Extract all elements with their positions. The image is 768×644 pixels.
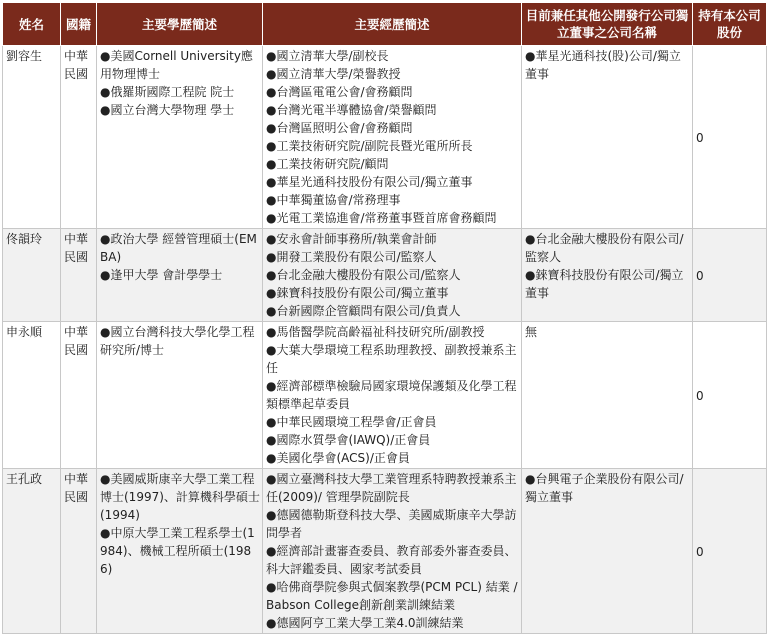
experience-item: ●大葉大學環境工程系助理教授、副教授兼系主任 (266, 343, 517, 375)
experience-item: ●德國德勒斯登科技大學、美國威斯康辛大學訪問學者 (266, 508, 517, 540)
experience-item: ●台新國際企管顧問有限公司/負責人 (266, 304, 461, 318)
education-item: ●國立台灣大學物理 學士 (100, 103, 235, 117)
experience-item: ●台灣光電半導體協會/榮譽顧問 (266, 103, 437, 117)
experience-item: ●開發工業股份有限公司/監察人 (266, 250, 437, 264)
header-nationality: 國籍 (61, 3, 97, 46)
cell-shares: 0 (693, 46, 767, 229)
experience-item: ●工業技術研究院/副院長暨光電所所長 (266, 139, 473, 153)
experience-item: ●經濟部標準檢驗局國家環境保護類及化學工程類標準起草委員 (266, 379, 517, 411)
concurrent-item: 無 (525, 325, 538, 339)
experience-item: ●國際水質學會(IAWQ)/正會員 (266, 433, 431, 447)
education-item: ●逢甲大學 會計學學士 (100, 268, 223, 282)
education-item: ●國立台灣科技大學化學工程研究所/博士 (100, 325, 255, 357)
cell-experience (263, 46, 522, 229)
header-concurrent: 目前兼任其他公開發行公司獨立董事之公司名稱 (522, 3, 693, 46)
experience-item: ●台灣區電電公會/會務顧問 (266, 85, 413, 99)
experience-item: ●經濟部計畫審查委員、教育部委外審查委員、科大評鑑委員、國家考試委員 (266, 544, 517, 576)
concurrent-item: ●台興電子企業股份有限公司/獨立董事 (525, 472, 684, 504)
education-item: ●政治大學 經營管理碩士(EMBA) (100, 232, 257, 264)
experience-item: ●安永會計師事務所/執業會計師 (266, 232, 437, 246)
cell-education (97, 469, 263, 634)
cell-experience (263, 469, 522, 634)
cell-nationality: 中華民國 (61, 469, 97, 634)
experience-item: ●馬偕醫學院高齡福祉科技研究所/副教授 (266, 325, 485, 339)
experience-item: ●錸寶科技股份有限公司/獨立董事 (266, 286, 449, 300)
cell-nationality: 中華民國 (61, 229, 97, 322)
cell-name: 申永順 (3, 322, 61, 469)
experience-item: ●華星光通科技股份有限公司/獨立董事 (266, 175, 473, 189)
header-education: 主要學歷簡述 (97, 3, 263, 46)
table-row (3, 469, 767, 634)
concurrent-item: ●華星光通科技(股)公司/獨立董事 (525, 49, 681, 81)
director-table (2, 2, 767, 634)
header-name: 姓名 (3, 3, 61, 46)
concurrent-item: ●錸寶科技股份有限公司/獨立董事 (525, 268, 684, 300)
table-row (3, 322, 767, 469)
concurrent-item: ●台北金融大樓股份有限公司/監察人 (525, 232, 684, 264)
cell-name: 佟韻玲 (3, 229, 61, 322)
education-item: ●俄羅斯國際工程院 院士 (100, 85, 235, 99)
cell-concurrent (522, 229, 693, 322)
cell-concurrent (522, 46, 693, 229)
cell-experience (263, 322, 522, 469)
experience-item: ●中華民國環境工程學會/正會員 (266, 415, 437, 429)
education-item: ●中原大學工業工程系學士(1984)、機械工程所碩士(1986) (100, 526, 255, 576)
experience-item: ●台北金融大樓股份有限公司/監察人 (266, 268, 461, 282)
cell-concurrent (522, 469, 693, 634)
table-row (3, 46, 767, 229)
cell-education (97, 229, 263, 322)
education-item: ●美國威斯康辛大學工業工程博士(1997)、計算機科學碩士(1994) (100, 472, 260, 522)
experience-item: ●國立清華大學/榮譽教授 (266, 67, 401, 81)
table-row (3, 229, 767, 322)
header-row (3, 3, 767, 46)
cell-name: 王孔政 (3, 469, 61, 634)
experience-item: ●光電工業協進會/常務董事暨首席會務顧問 (266, 211, 497, 225)
cell-name: 劉容生 (3, 46, 61, 229)
header-experience: 主要經歷簡述 (263, 3, 522, 46)
cell-shares: 0 (693, 229, 767, 322)
cell-education (97, 322, 263, 469)
cell-education (97, 46, 263, 229)
cell-concurrent (522, 322, 693, 469)
cell-shares: 0 (693, 469, 767, 634)
experience-item: ●工業技術研究院/顧問 (266, 157, 389, 171)
experience-item: ●美國化學會(ACS)/正會員 (266, 451, 410, 465)
cell-experience (263, 229, 522, 322)
cell-shares: 0 (693, 322, 767, 469)
education-item: ●美國Cornell University應用物理博士 (100, 49, 253, 81)
experience-item: ●德國阿亨工業大學工業4.0訓練結業 (266, 616, 464, 630)
cell-nationality: 中華民國 (61, 322, 97, 469)
header-shares: 持有本公司股份 (693, 3, 767, 46)
experience-item: ●中華獨董協會/常務理事 (266, 193, 401, 207)
experience-item: ●國立清華大學/副校長 (266, 49, 389, 63)
experience-item: ●哈佛商學院參與式個案教學(PCM PCL) 結業 /Babson College創新創業訓練結業 (266, 580, 518, 612)
experience-item: ●國立臺灣科技大學工業管理系特聘教授兼系主任(2009)/ 管理學院副院長 (266, 472, 517, 504)
experience-item: ●台灣區照明公會/會務顧問 (266, 121, 413, 135)
cell-nationality: 中華民國 (61, 46, 97, 229)
